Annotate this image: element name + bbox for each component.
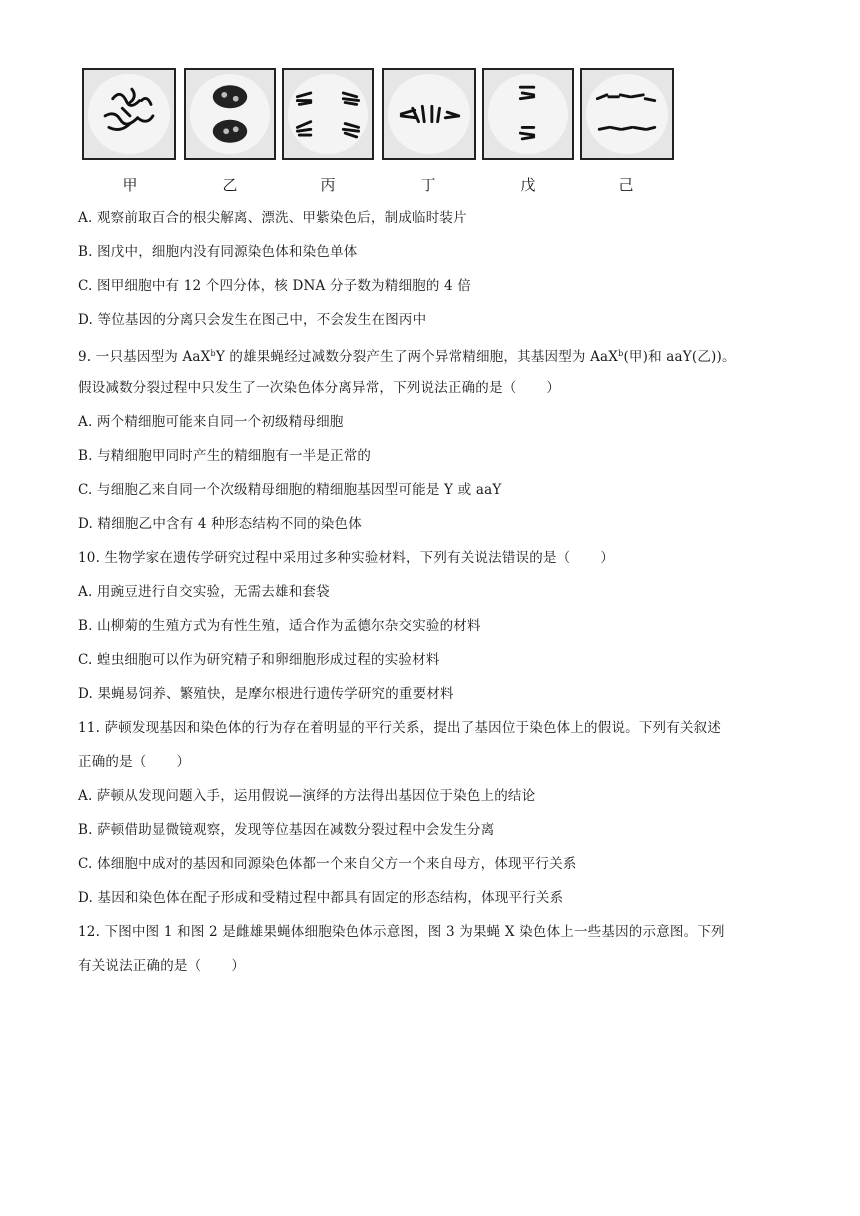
micrograph-panel-5 — [482, 68, 574, 160]
q8-option-d: D. 等位基因的分离只会发生在图己中，不会发生在图丙中 — [78, 312, 427, 328]
caption-6: 己 — [618, 176, 634, 194]
micrograph-panel-4 — [382, 68, 476, 160]
micrograph-panel-1 — [82, 68, 176, 160]
q9-sup-2: b — [618, 349, 624, 358]
q11-stem-cont — [78, 752, 190, 772]
caption-3: 丙 — [320, 176, 336, 194]
q11-option-c: C. 体细胞中成对的基因和同源染色体都一个来自父方一个来自母方，体现平行关系 — [78, 856, 577, 872]
micrograph-panel-3 — [282, 68, 374, 160]
q9-stem-cont — [78, 378, 560, 398]
q10-option-b: B. 山柳菊的生殖方式为有性生殖，适合作为孟德尔杂交实验的材料 — [78, 618, 481, 634]
q8-option-c: C. 图甲细胞中有 12 个四分体，核 DNA 分子数为精细胞的 4 倍 — [78, 278, 472, 294]
q8-option-b: B. 图戊中，细胞内没有同源染色体和染色单体 — [78, 244, 358, 260]
q9-stem-part-2: Y 的雄果蝇经过减数分裂产生了两个异常精细胞，其基因型为 AaX — [215, 349, 619, 365]
caption-4: 丁 — [420, 176, 436, 194]
q11-stem: 11. 萨顿发现基因和染色体的行为存在着明显的平行关系，提出了基因位于染色体上的假说。下列有关叙述 — [78, 720, 722, 736]
q9-sup-1: b — [210, 349, 216, 358]
q10-option-d: D. 果蝇易饲养、繁殖快，是摩尔根进行遗传学研究的重要材料 — [78, 686, 454, 702]
q10-paren-close: ） — [600, 550, 615, 566]
caption-5: 戊 — [520, 176, 536, 194]
q9-stem — [78, 344, 736, 367]
q9-stem-part-3: (甲)和 aaY(乙))。 — [623, 349, 736, 365]
q9-stem-part-1: 9. 一只基因型为 AaX — [78, 349, 211, 365]
q12-stem-cont — [78, 956, 245, 976]
q11-option-d: D. 基因和染色体在配子形成和受精过程中都具有固定的形态结构，体现平行关系 — [78, 890, 564, 906]
q9-stem-cont-text: 假设减数分裂过程中只发生了一次染色体分离异常，下列说法正确的是（ — [78, 380, 517, 396]
q11-option-b: B. 萨顿借助显微镜观察，发现等位基因在减数分裂过程中会发生分离 — [78, 822, 495, 838]
q11-stem-cont-text: 正确的是（ — [78, 754, 147, 770]
micrograph-panel-2 — [184, 68, 276, 160]
q11-option-a: A. 萨顿从发现问题入手，运用假说—演绎的方法得出基因位于染色上的结论 — [78, 788, 536, 804]
caption-1: 甲 — [122, 176, 138, 194]
q12-stem-cont-text: 有关说法正确的是（ — [78, 958, 202, 974]
q9-option-b: B. 与精细胞甲同时产生的精细胞有一半是正常的 — [78, 448, 372, 464]
micrograph-panel-6 — [580, 68, 674, 160]
micrograph-figure — [82, 68, 682, 193]
caption-2: 乙 — [222, 176, 238, 194]
q9-option-d: D. 精细胞乙中含有 4 种形态结构不同的染色体 — [78, 516, 362, 532]
q12-stem: 12. 下图中图 1 和图 2 是雌雄果蝇体细胞染色体示意图，图 3 为果蝇 X 染色体上一些基因的示意图。下列 — [78, 924, 725, 940]
q10-option-c: C. 蝗虫细胞可以作为研究精子和卵细胞形成过程的实验材料 — [78, 652, 440, 668]
q10-option-a: A. 用豌豆进行自交实验，无需去雄和套袋 — [78, 584, 330, 600]
q11-paren-close: ） — [176, 754, 191, 770]
q8-option-a: A. 观察前取百合的根尖解离、漂洗、甲紫染色后，制成临时装片 — [78, 210, 467, 226]
q9-paren-close: ） — [546, 380, 561, 396]
q12-paren-close: ） — [231, 958, 246, 974]
q10-stem — [78, 548, 614, 568]
q10-stem-text: 10. 生物学家在遗传学研究过程中采用过多种实验材料，下列有关说法错误的是（ — [78, 550, 571, 566]
q9-option-a: A. 两个精细胞可能来自同一个初级精母细胞 — [78, 414, 344, 430]
q9-option-c: C. 与细胞乙来自同一个次级精母细胞的精细胞基因型可能是 Y 或 aaY — [78, 482, 502, 498]
